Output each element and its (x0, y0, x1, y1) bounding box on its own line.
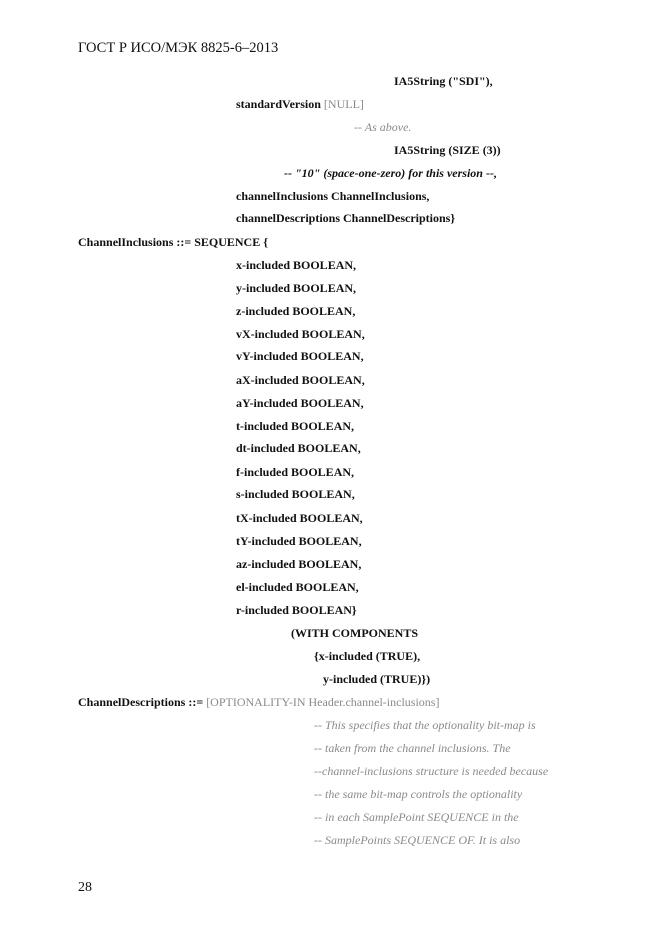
comment-line: --channel-inclusions structure is needed because (314, 764, 549, 778)
field-line: vX-included BOOLEAN, (236, 327, 365, 341)
channel-descriptions-definition (78, 695, 439, 709)
page-number: 28 (78, 880, 92, 895)
field-line: tY-included BOOLEAN, (236, 534, 362, 548)
field-line: dt-included BOOLEAN, (236, 441, 361, 455)
code-line-channel-inclusions: channelInclusions ChannelInclusions, (236, 189, 430, 203)
channel-descriptions-keyword: ChannelDescriptions ::= (78, 695, 207, 709)
field-line: z-included BOOLEAN, (236, 304, 356, 318)
standard-version-keyword: standardVersion (236, 97, 324, 111)
comment-line: -- This specifies that the optionality bit-map is (314, 718, 536, 732)
field-line: aY-included BOOLEAN, (236, 396, 364, 410)
field-line: tX-included BOOLEAN, (236, 511, 363, 525)
code-line-ia5string-size: IA5String (SIZE (3)) (394, 143, 501, 157)
comment-line: -- taken from the channel inclusions. The (314, 741, 511, 755)
comment-line: -- SamplePoints SEQUENCE OF. It is also (314, 833, 521, 847)
field-line: r-included BOOLEAN} (236, 603, 357, 617)
comment-line: -- the same bit-map controls the optionality (314, 787, 523, 801)
field-line: t-included BOOLEAN, (236, 419, 355, 433)
with-components-line: (WITH COMPONENTS (291, 626, 419, 640)
comment-version: -- "10" (space-one-zero) for this version --, (284, 166, 497, 180)
with-components-y: y-included (TRUE)}) (323, 672, 431, 686)
with-components-x: {x-included (TRUE), (314, 649, 421, 663)
document-header: ГОСТ Р ИСО/МЭК 8825-6–2013 (78, 40, 279, 56)
code-line-ia5string-sdi: IA5String ("SDI"), (394, 74, 493, 88)
field-line: y-included BOOLEAN, (236, 281, 357, 295)
code-line-channel-descriptions: channelDescriptions ChannelDescriptions} (236, 211, 456, 225)
comment-as-above: -- As above. (354, 120, 412, 134)
field-line: el-included BOOLEAN, (236, 580, 359, 594)
field-line: vY-included BOOLEAN, (236, 349, 364, 363)
field-line: f-included BOOLEAN, (236, 465, 355, 479)
field-line: x-included BOOLEAN, (236, 258, 357, 272)
comment-line: -- in each SamplePoint SEQUENCE in the (314, 810, 519, 824)
field-line: s-included BOOLEAN, (236, 487, 355, 501)
field-line: aX-included BOOLEAN, (236, 373, 365, 387)
optionality-in-clause: [OPTIONALITY-IN Header.channel-inclusions] (206, 695, 440, 709)
null-value: [NULL] (323, 97, 364, 111)
code-line-standard-version (236, 97, 364, 111)
channel-inclusions-definition: ChannelInclusions ::= SEQUENCE { (78, 235, 268, 249)
field-line: az-included BOOLEAN, (236, 557, 362, 571)
